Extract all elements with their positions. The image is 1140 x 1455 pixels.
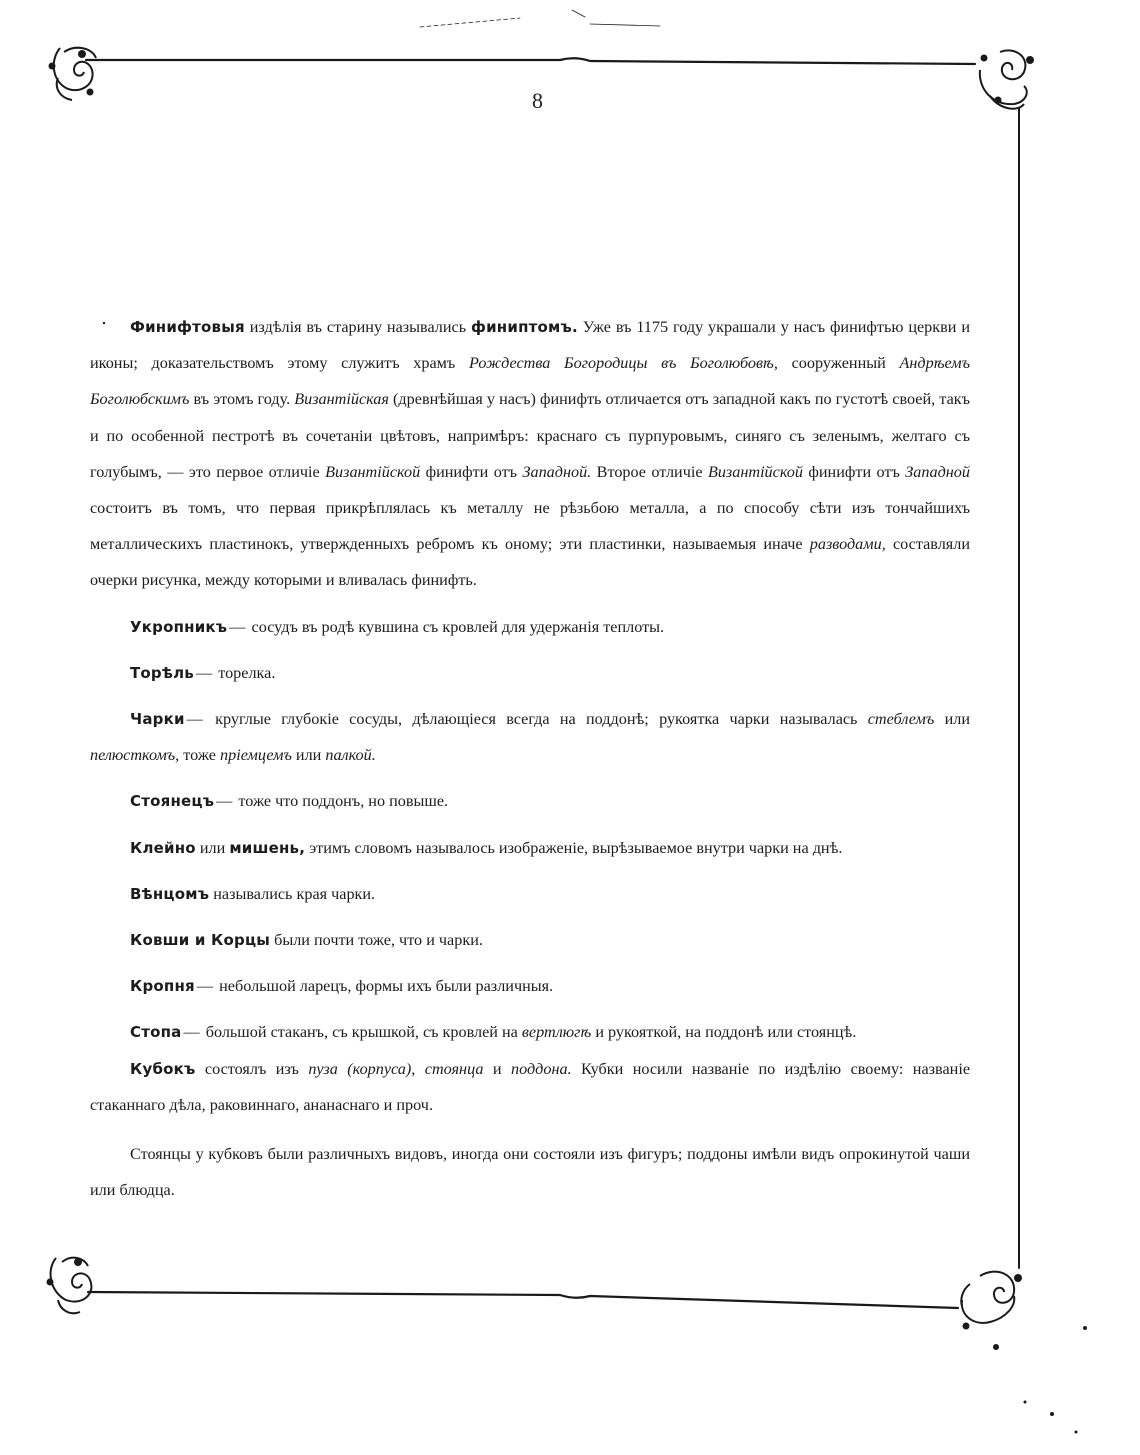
paragraph-kubok: Кубокъ состоялъ изъ пуза (корпуса), стоянца и поддона. Кубки носили названіе по издѣлію своему: названіе стаканнаго дѣла, раковиннаго, ананаснаго и проч. (90, 1059, 971, 1114)
corner-ornament-bottom-left (48, 1258, 92, 1314)
page-number: 8 (532, 88, 543, 113)
paragraph-ventsom: Вѣнцомъ назывались края чарки. (130, 884, 376, 903)
term-ventsom: Вѣнцомъ (130, 884, 210, 903)
term-kubok: Кубокъ (130, 1059, 196, 1078)
term-kleino: Клейно (130, 838, 196, 857)
term-charki: Чарки (130, 710, 185, 729)
paragraph-ukropnik: Укропникъ — сосудъ въ родѣ кувшина съ кровлей для удержанія теплоты. (130, 617, 665, 636)
paragraph-finift: Финифтовыя издѣлія въ старину назывались финиптомъ. Уже въ 1175 году украшали у насъ финифтью церкви и иконы; доказательствомъ этому служитъ храмъ Рождества Богородицы въ Боголюбовѣ, сооруженный Андрѣемъ Боголюбскимъ въ этомъ году. Византійская (древнѣйшая у насъ) финифть отличается отъ западной какъ по густотѣ своей, такъ и по особенной пестротѣ въ сочетаніи цвѣтовъ, напримѣръ: краснаго съ пурпуровымъ, синяго съ зеленымъ, желтаго съ голубымъ, — это первое отличіе Византійской финифти отъ Западной. Второе отличіе Византійской финифти отъ Западной состоитъ въ томъ, что первая прикрѣплялась къ металлу не рѣзьбою металла, а по способу сѣти изъ тончайшихъ металлическихъ пластинокъ, утвержденныхъ ребромъ къ оному; эти пластинки, называемыя иначе разводами, составляли очерки рисунка, между которыми и вливалась финифть. (90, 318, 971, 590)
paragraph-kovshi: Ковши и Корцы были почти тоже, что и чарки. (130, 931, 483, 950)
paragraph-stopa: Стопа — большой стаканъ, съ крышкой, съ кровлей на вертлюгѣ и рукояткой, на поддонѣ или стоянцѣ. (130, 1023, 857, 1042)
paragraph-stoyanets: Стоянецъ — тоже что поддонъ, но повыше. (130, 792, 449, 811)
paragraph-charki: Чарки — круглые глубокіе сосуды, дѣлающіеся всегда на поддонѣ; рукоятка чарки называлась стеблемъ или пелюсткомъ, тоже пріемцемъ или палкой. (90, 710, 970, 765)
paragraph-kleino: Клейно или мишень, этимъ словомъ называлось изображеніе, вырѣзываемое внутри чарки на днѣ. (130, 838, 843, 857)
paragraph-torel: Торѣль — торелка. (130, 663, 276, 682)
term-finiptom: финиптомъ. (471, 318, 578, 336)
paragraph-stoyantsy: Стоянцы у кубковъ были различныхъ видовъ, иногда они состояли изъ фигуръ; поддоны имѣли видъ опрокинутой чаши или блюдца. (90, 1145, 970, 1200)
bottom-border-line (88, 1292, 958, 1308)
term-stoyanets: Стоянецъ (130, 792, 215, 811)
term-torel: Торѣль (130, 663, 194, 682)
term-stopa: Стопа (130, 1023, 182, 1042)
paragraph-kropnya: Кропня — небольшой ларецъ, формы ихъ были различныя. (130, 977, 554, 996)
main-text (90, 309, 970, 1208)
corner-ornament-bottom-right (961, 1272, 1021, 1329)
term-mishen: мишень, (229, 838, 306, 857)
top-border-line (86, 58, 975, 64)
term-kropnya: Кропня (130, 977, 195, 996)
term-finiftovyya: Финифтовыя (130, 318, 245, 336)
term-kovshi-i-kortsy: Ковши и Корцы (130, 931, 271, 950)
term-ukropnik: Укропникъ (130, 617, 228, 636)
